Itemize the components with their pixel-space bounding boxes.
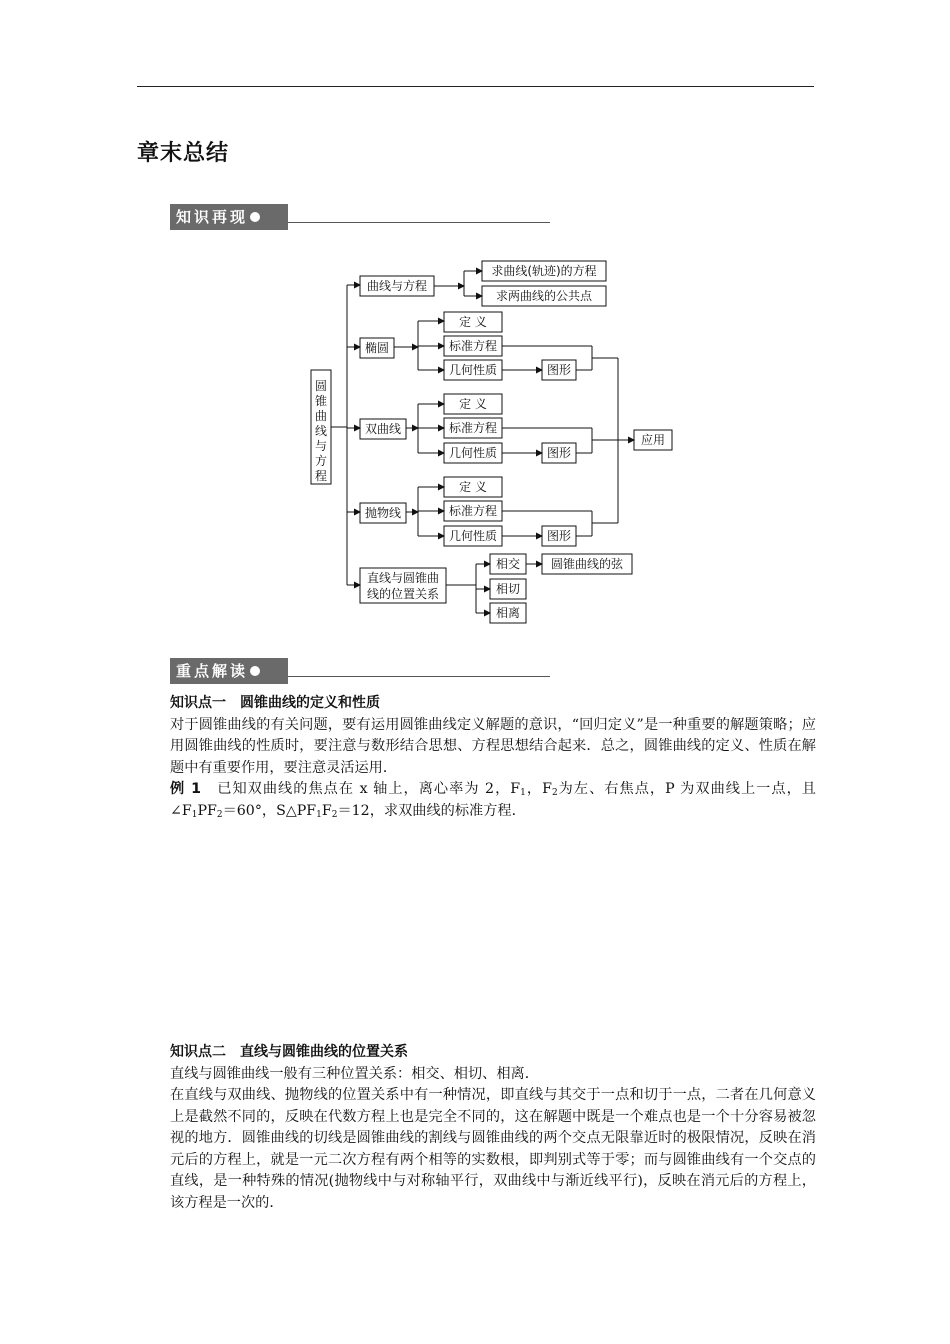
root-char-0: 圆 xyxy=(314,379,328,393)
node-common-points: 求两曲线的公共点 xyxy=(495,289,593,303)
root-char-4: 与 xyxy=(314,439,328,453)
example-text: F xyxy=(321,802,332,819)
node-curve-equation: 曲线与方程 xyxy=(366,279,428,293)
root-char-5: 方 xyxy=(314,454,328,468)
node-geometric-property: 几何性质 xyxy=(448,529,498,543)
kp2-heading: 知识点二 直线与圆锥曲线的位置关系 xyxy=(170,1044,408,1060)
node-geometric-property: 几何性质 xyxy=(448,446,498,460)
kp1-text: 对于圆锥曲线的有关问题，要有运用圆锥曲线定义解题的意识，“回归定义”是一种重要的解题策略；应用圆锥曲线的性质时，要注意与数形结合思想、方程思想结合起来．总之，圆锥曲线的定义、性质在解题中有重要作用，要注意灵活运用． xyxy=(170,716,816,776)
node-figure: 图形 xyxy=(546,529,572,543)
bullet-dot-icon xyxy=(250,666,260,676)
node-line-conic-1: 直线与圆锥曲 xyxy=(366,571,440,585)
example-text: ＝12，求双曲线的标准方程． xyxy=(337,802,526,819)
node-definition: 定 义 xyxy=(459,480,487,494)
node-figure: 图形 xyxy=(546,363,572,377)
example-label: 例 1 xyxy=(170,781,202,797)
node-line-conic-2: 线的位置关系 xyxy=(366,587,440,601)
concept-diagram xyxy=(300,255,700,639)
kp2-line1: 直线与圆锥曲线一般有三种位置关系：相交、相切、相离． xyxy=(170,1065,539,1082)
root-char-3: 线 xyxy=(314,424,328,438)
node-intersect: 相交 xyxy=(495,557,521,571)
subscript: 1 xyxy=(316,809,322,820)
node-figure: 图形 xyxy=(546,446,572,460)
section-label: 知识再现 xyxy=(176,208,249,226)
subscript: 2 xyxy=(216,809,223,820)
node-hyperbola: 双曲线 xyxy=(364,422,402,436)
example-1 xyxy=(170,779,816,822)
knowledge-point-1 xyxy=(170,693,816,822)
header-rule xyxy=(137,86,814,87)
node-geometric-property: 几何性质 xyxy=(448,363,498,377)
example-text: 已知双曲线的焦点在 x 轴上，离心率为 2，F xyxy=(217,781,521,797)
section-tag xyxy=(170,658,288,684)
page-title: 章末总结 xyxy=(137,141,230,166)
node-definition: 定 义 xyxy=(459,315,487,329)
node-tangent: 相切 xyxy=(495,582,521,596)
node-ellipse: 椭圆 xyxy=(364,341,390,355)
kp1-heading: 知识点一 圆锥曲线的定义和性质 xyxy=(170,695,380,711)
example-text: PF xyxy=(197,802,217,819)
section-header-key-points xyxy=(170,658,550,684)
root-char-2: 曲 xyxy=(314,409,328,423)
bullet-dot-icon xyxy=(250,212,260,222)
node-definition: 定 义 xyxy=(459,397,487,411)
section-rule xyxy=(288,676,550,677)
subscript: 2 xyxy=(551,788,558,798)
node-parabola: 抛物线 xyxy=(364,506,402,520)
knowledge-point-2 xyxy=(170,1042,816,1214)
node-locus-equation: 求曲线(轨迹)的方程 xyxy=(491,264,597,278)
example-text: 为左、右焦点，P 为双曲线上一点，且∠F xyxy=(170,781,816,819)
root-char-6: 程 xyxy=(314,469,328,483)
subscript: 1 xyxy=(191,809,198,820)
node-standard-equation: 标准方程 xyxy=(448,339,498,353)
node-standard-equation: 标准方程 xyxy=(448,421,498,435)
section-rule xyxy=(288,222,550,223)
example-text: ＝60°，S△PF xyxy=(222,802,317,819)
section-header-knowledge xyxy=(170,204,550,230)
node-separate: 相离 xyxy=(495,606,521,620)
kp2-text: 在直线与双曲线、抛物线的位置关系中有一种情况，即直线与其交于一点和切于一点，二者在几何意义上是截然不同的，反映在代数方程上也是完全不同的，这在解题中既是一个难点也是一个十分容易被忽视的地方．圆锥曲线的切线是圆锥曲线的割线与圆锥曲线的两个交点无限靠近时的极限情况，反映在消元后的方程上，就是一元二次方程有两个相等的实数根，即判别式等于零；而与圆锥曲线有一个交点的直线，是一种特殊的情况(抛物线中与对称轴平行，双曲线中与渐近线平行)，反映在消元后的方程上，该方程是一次的． xyxy=(170,1087,816,1211)
subscript: 1 xyxy=(520,788,526,798)
example-text: ，F xyxy=(525,781,552,797)
subscript: 2 xyxy=(331,809,338,820)
node-chord: 圆锥曲线的弦 xyxy=(550,557,624,571)
node-application: 应用 xyxy=(640,433,666,447)
section-tag xyxy=(170,204,288,230)
root-char-1: 锥 xyxy=(314,394,328,408)
node-standard-equation: 标准方程 xyxy=(448,504,498,518)
section-label: 重点解读 xyxy=(176,662,249,680)
